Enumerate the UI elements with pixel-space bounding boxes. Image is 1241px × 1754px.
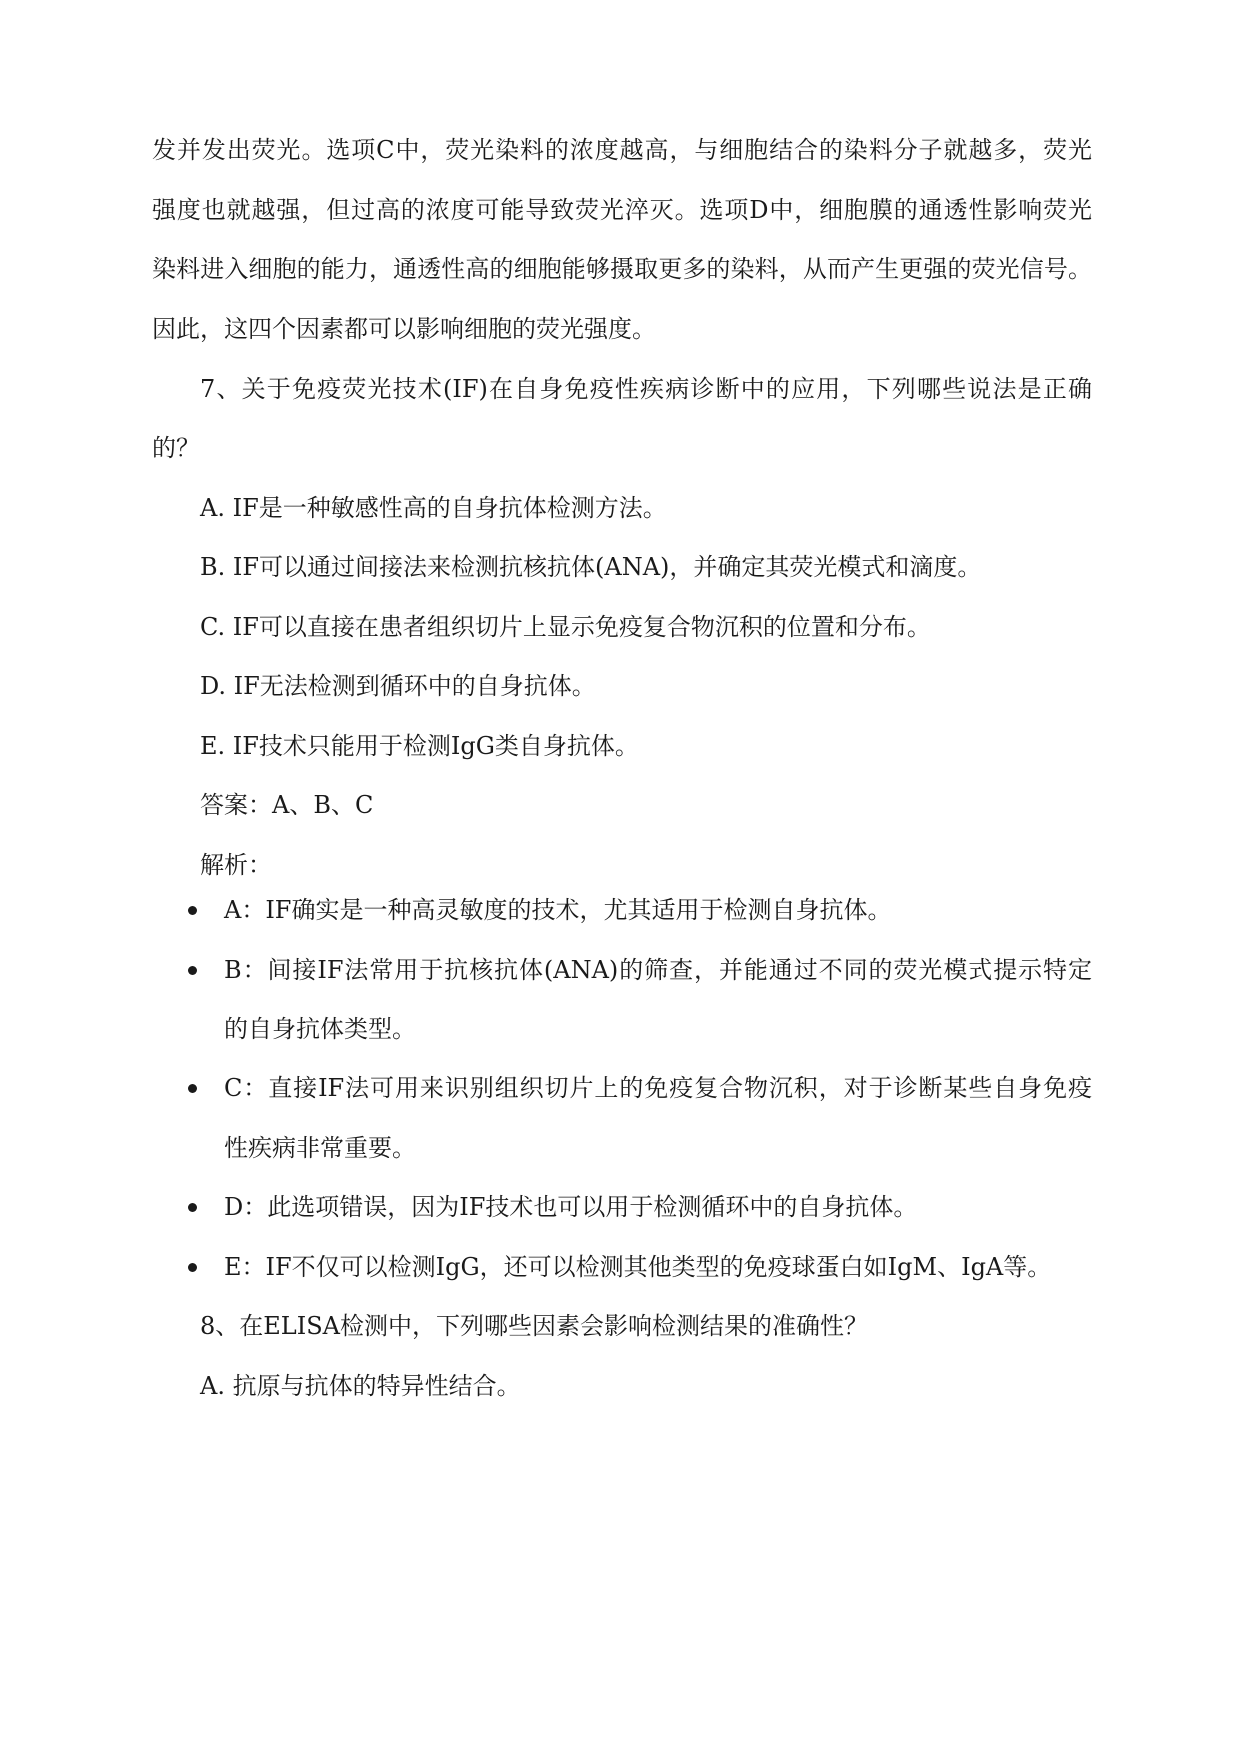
q7-analysis-label: 解析： [200, 851, 272, 879]
q7-option-a: A. IF是一种敏感性高的自身抗体检测方法。 [200, 494, 667, 522]
q7-option-d: D. IF无法检测到循环中的自身抗体。 [200, 672, 596, 700]
analysis-bullet-d: D：此选项错误，因为IF技术也可以用于检测循环中的自身抗体。 [224, 1193, 918, 1221]
bullet-icon [188, 1263, 197, 1272]
intro-line-2: 强度也就越强，但过高的浓度可能导致荧光淬灭。选项D中，细胞膜的通透性影响荧光 [152, 196, 1092, 224]
analysis-bullet-c-line-1: C：直接IF法可用来识别组织切片上的免疫复合物沉积，对于诊断某些自身免疫 [224, 1074, 1092, 1102]
analysis-bullet-b-line-2: 的自身抗体类型。 [224, 1015, 416, 1043]
bullet-icon [188, 1203, 197, 1212]
analysis-bullet-a: A：IF确实是一种高灵敏度的技术，尤其适用于检测自身抗体。 [224, 896, 892, 924]
q7-question-line-2: 的？ [152, 434, 200, 462]
bullet-icon [188, 966, 197, 975]
intro-line-4: 因此，这四个因素都可以影响细胞的荧光强度。 [152, 315, 656, 343]
bullet-icon [188, 906, 197, 915]
q7-answer: 答案：A、B、C [200, 791, 374, 819]
analysis-bullet-c-line-2: 性疾病非常重要。 [224, 1134, 416, 1162]
q8-option-a: A. 抗原与抗体的特异性结合。 [200, 1372, 521, 1400]
analysis-bullet-e: E：IF不仅可以检测IgG，还可以检测其他类型的免疫球蛋白如IgM、IgA等。 [224, 1253, 1052, 1281]
q7-option-e: E. IF技术只能用于检测IgG类自身抗体。 [200, 732, 639, 760]
intro-line-1: 发并发出荧光。选项C中，荧光染料的浓度越高，与细胞结合的染料分子就越多，荧光 [152, 136, 1092, 164]
q8-question: 8、在ELISA检测中，下列哪些因素会影响检测结果的准确性？ [200, 1312, 868, 1340]
bullet-icon [188, 1084, 197, 1093]
q7-option-b: B. IF可以通过间接法来检测抗核抗体(ANA)，并确定其荧光模式和滴度。 [200, 553, 982, 581]
intro-line-3: 染料进入细胞的能力，通透性高的细胞能够摄取更多的染料，从而产生更强的荧光信号。 [152, 255, 1092, 283]
q7-question-line-1: 7、关于免疫荧光技术(IF)在自身免疫性疾病诊断中的应用，下列哪些说法是正确 [200, 375, 1092, 403]
q7-option-c: C. IF可以直接在患者组织切片上显示免疫复合物沉积的位置和分布。 [200, 613, 931, 641]
analysis-bullet-b-line-1: B：间接IF法常用于抗核抗体(ANA)的筛查，并能通过不同的荧光模式提示特定 [224, 956, 1092, 984]
